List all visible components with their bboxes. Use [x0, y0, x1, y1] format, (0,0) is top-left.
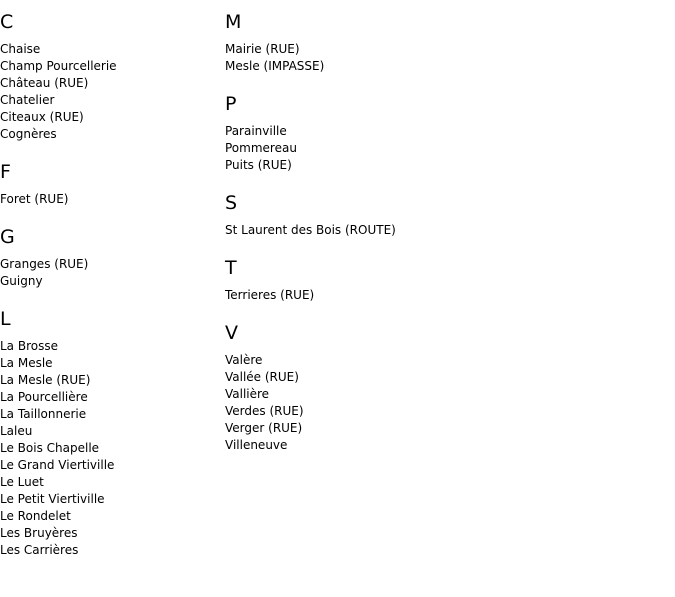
street-index-column-right: [225, 0, 665, 454]
street-item: Le Petit Viertiville: [0, 492, 105, 506]
street-item: Terrieres (RUE): [225, 288, 315, 302]
street-item: Le Bois Chapelle: [0, 441, 100, 455]
street-item: Parainville: [225, 124, 287, 138]
street-item: Mesle (IMPASSE): [225, 59, 325, 73]
letter-heading: C: [0, 11, 14, 33]
street-item: Chaise: [0, 42, 41, 56]
street-list: [225, 123, 665, 174]
letter-group-t: [225, 257, 665, 304]
letter-heading: G: [0, 226, 15, 248]
street-item: Le Grand Viertiville: [0, 458, 115, 472]
street-item: Cognères: [0, 127, 57, 141]
street-item: Puits (RUE): [225, 158, 292, 172]
letter-heading: F: [0, 161, 11, 183]
street-list: [225, 222, 665, 239]
street-item: Les Carrières: [0, 543, 79, 557]
letter-heading: L: [0, 308, 11, 330]
letter-group-l: [0, 308, 220, 559]
street-item: La Mesle (RUE): [0, 373, 91, 387]
street-item: Valère: [225, 353, 263, 367]
street-item: Verdes (RUE): [225, 404, 304, 418]
letter-group-f: [0, 161, 220, 208]
street-item: Citeaux (RUE): [0, 110, 84, 124]
letter-heading: S: [225, 192, 238, 214]
street-item: Mairie (RUE): [225, 42, 300, 56]
letter-group-m: [225, 11, 665, 75]
street-item: Verger (RUE): [225, 421, 303, 435]
letter-group-g: [0, 226, 220, 290]
letter-heading: T: [225, 257, 237, 279]
street-item: Villeneuve: [225, 438, 288, 452]
street-item: Château (RUE): [0, 76, 89, 90]
street-list: [0, 191, 220, 208]
street-item: Le Rondelet: [0, 509, 71, 523]
street-item: Chatelier: [0, 93, 55, 107]
letter-group-c: [0, 11, 220, 143]
street-item: La Pourcellière: [0, 390, 88, 404]
street-list: [225, 41, 665, 75]
street-item: Foret (RUE): [0, 192, 69, 206]
street-item: Guigny: [0, 274, 43, 288]
street-list: [0, 338, 220, 559]
letter-heading: M: [225, 11, 242, 33]
letter-heading: P: [225, 93, 237, 115]
letter-group-v: [225, 322, 665, 454]
street-item: Le Luet: [0, 475, 44, 489]
street-item: St Laurent des Bois (ROUTE): [225, 223, 396, 237]
street-item: Vallière: [225, 387, 270, 401]
street-list: [225, 287, 665, 304]
street-item: Laleu: [0, 424, 33, 438]
street-item: Granges (RUE): [0, 257, 89, 271]
street-item: Les Bruyères: [0, 526, 78, 540]
letter-group-s: [225, 192, 665, 239]
street-list: [0, 41, 220, 143]
letter-group-p: [225, 93, 665, 174]
letter-heading: V: [225, 322, 238, 344]
street-list: [0, 256, 220, 290]
street-index-column-left: [0, 0, 220, 559]
street-item: La Taillonnerie: [0, 407, 87, 421]
street-item: La Mesle: [0, 356, 53, 370]
street-list: [225, 352, 665, 454]
street-item: Pommereau: [225, 141, 297, 155]
street-item: Champ Pourcellerie: [0, 59, 117, 73]
street-item: La Brosse: [0, 339, 58, 353]
street-item: Vallée (RUE): [225, 370, 299, 384]
